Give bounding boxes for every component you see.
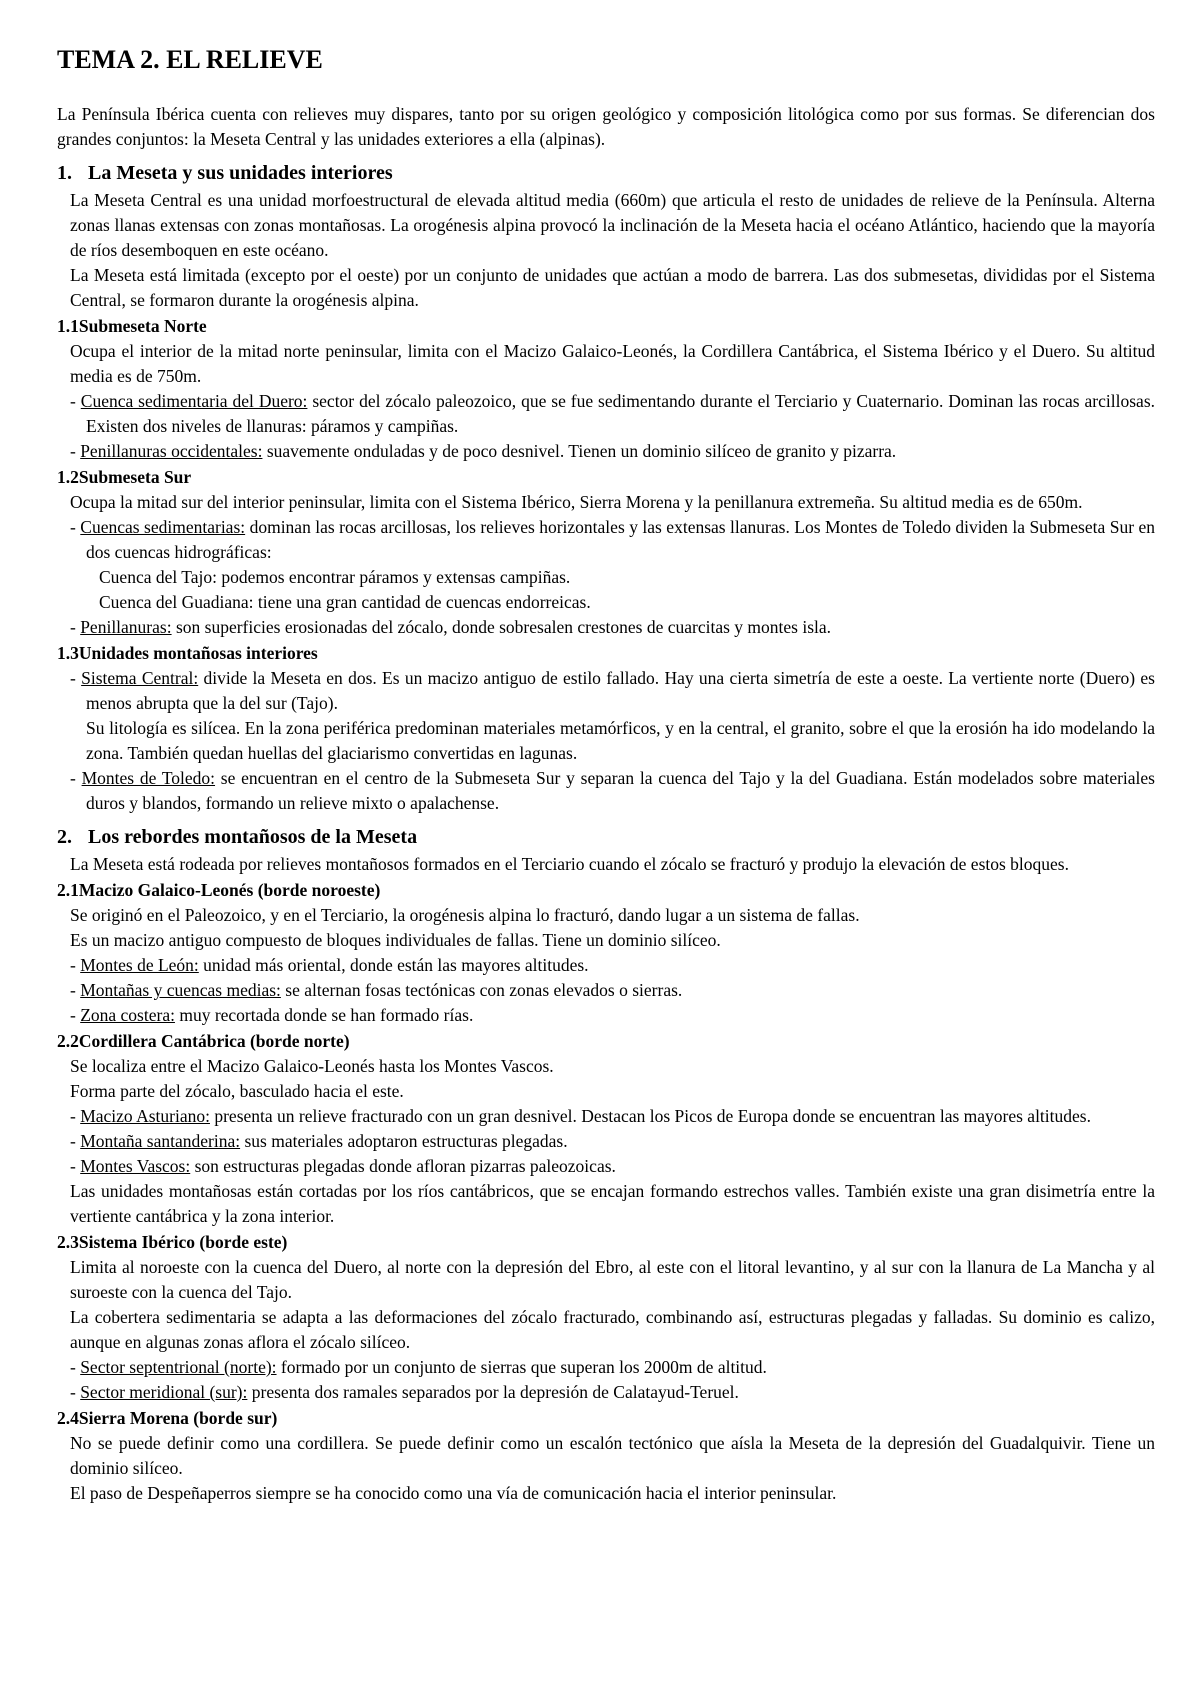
section-2-body [57, 852, 1155, 877]
bullet-label: Montaña santanderina: [80, 1131, 241, 1151]
subsection-heading: 1.3Unidades montañosas interiores [57, 643, 318, 663]
bullet-item: - Sector septentrional (norte): formado por un conjunto de sierras que superan los 2000m de altitud. [70, 1357, 767, 1377]
bullet-label: Penillanuras occidentales: [80, 441, 263, 461]
bullet-label: Sector septentrional (norte): [80, 1357, 277, 1377]
bullet-item: - Montañas y cuencas medias: se alternan fosas tectónicas con zonas elevados o sierras. [70, 980, 683, 1000]
section-number: 1. [57, 162, 72, 184]
bullet-label: Macizo Asturiano: [80, 1106, 210, 1126]
bullet-label: Montañas y cuencas medias: [80, 980, 281, 1000]
bullet-label: Penillanuras: [80, 617, 172, 637]
paragraph: El paso de Despeñaperros siempre se ha conocido como una vía de comunicación hacia el interior peninsular. [70, 1483, 837, 1503]
paragraph: La cobertera sedimentaria se adapta a las deformaciones del zócalo fracturado, combinando así, estructuras plegadas y falladas. Su dominio es calizo, aunque en algunas zonas aflora el zócalo silíceo. [70, 1307, 1155, 1352]
subsection-body [57, 1431, 1155, 1506]
subsection-body [57, 903, 1155, 953]
document-page [57, 40, 1155, 1506]
bullet-item: - Penillanuras occidentales: suavemente onduladas y de poco desnivel. Tienen un dominio silíceo de granito y pizarra. [70, 441, 897, 461]
paragraph: Ocupa la mitad sur del interior peninsular, limita con el Sistema Ibérico, Sierra Morena y la penillanura extremeña. Su altitud media es de 650m. [70, 492, 1083, 512]
bullet-text: presenta un relieve fracturado con un gran desnivel. Destacan los Picos de Europa donde se encuentran las mayores altitudes. [209, 1106, 1091, 1126]
bullet-text: sector del zócalo paleozoico, que se fue sedimentando durante el Terciario y Cuaternario. Dominan las rocas arcillosas. Existen dos niveles de llanuras: páramos y campiñas. [86, 391, 1155, 436]
bullet-label: Montes Vascos: [80, 1156, 191, 1176]
paragraph: La Meseta está limitada (excepto por el oeste) por un conjunto de unidades que actúan a modo de barrera. Las dos submesetas, divididas por el Sistema Central, se formaron durante la orogénesis alpina. [70, 265, 1155, 310]
subsection-body [57, 1255, 1155, 1355]
subsection-heading: 2.3Sistema Ibérico (borde este) [57, 1232, 288, 1252]
bullet-text: son superficies erosionadas del zócalo, donde sobresalen crestones de cuarcitas y montes isla. [171, 617, 832, 637]
section-2-heading [57, 824, 1155, 850]
subsection-heading: 2.4Sierra Morena (borde sur) [57, 1408, 278, 1428]
subsection-body [57, 490, 1155, 515]
bullet-text: suavemente onduladas y de poco desnivel. Tienen un dominio silíceo de granito y pizarra. [262, 441, 897, 461]
paragraph: Las unidades montañosas están cortadas por los ríos cantábricos, que se encajan formando estrechos valles. También existe una gran disimetría entre la vertiente cantábrica y la zona interior. [70, 1181, 1155, 1226]
paragraph: No se puede definir como una cordillera. Se puede definir como un escalón tectónico que aísla la Meseta de la depresión del Guadalquivir. Tiene un dominio silíceo. [70, 1433, 1155, 1478]
bullet-label: Sistema Central: [81, 668, 199, 688]
section-title: Los rebordes montañosos de la Meseta [88, 826, 418, 848]
subsection-heading: 1.1Submeseta Norte [57, 316, 207, 336]
bullet-label: Cuencas sedimentarias: [80, 517, 246, 537]
section-1-body [57, 188, 1155, 313]
bullet-item: - Montes de León: unidad más oriental, donde están las mayores altitudes. [70, 955, 589, 975]
bullet-item: - Macizo Asturiano: presenta un relieve fracturado con un gran desnivel. Destacan los Picos de Europa donde se encuentran las mayores altitudes. [70, 1106, 1091, 1126]
subsection-heading: 1.2Submeseta Sur [57, 467, 192, 487]
paragraph: Ocupa el interior de la mitad norte peninsular, limita con el Macizo Galaico-Leonés, la Cordillera Cantábrica, el Sistema Ibérico y el Duero. Su altitud media es de 750m. [70, 341, 1155, 386]
bullet-item: - Sector meridional (sur): presenta dos ramales separados por la depresión de Calatayud-Teruel. [70, 1382, 739, 1402]
bullet-label: Cuenca sedimentaria del Duero: [80, 391, 308, 411]
section-number: 2. [57, 826, 72, 848]
subsection-heading: 2.1Macizo Galaico-Leonés (borde noroeste) [57, 880, 381, 900]
bullet-text: unidad más oriental, donde están las mayores altitudes. [198, 955, 589, 975]
bullet-text: formado por un conjunto de sierras que superan los 2000m de altitud. [276, 1357, 767, 1377]
bullet-label: Sector meridional (sur): [80, 1382, 248, 1402]
bullet-label: Montes de Toledo: [81, 768, 216, 788]
intro-paragraph: La Península Ibérica cuenta con relieves muy dispares, tanto por su origen geológico y composición litológica como por sus formas. Se diferencian dos grandes conjuntos: la Meseta Central y las unidades exteriores a ella (alpinas). [57, 104, 1155, 149]
page-title: TEMA 2. EL RELIEVE [57, 45, 323, 74]
subsection-body [57, 339, 1155, 389]
paragraph: Limita al noroeste con la cuenca del Duero, al norte con la depresión del Ebro, al este con el litoral levantino, y al sur con la llanura de La Mancha y al suroeste con la cuenca del Tajo. [70, 1257, 1155, 1302]
bullet-item: - Montes de Toledo: se encuentran en el centro de la Submeseta Sur y separan la cuenca del Tajo y la del Guadiana. Están modelados sobre materiales duros y blandos, formando un relieve mixto o apalachense. [70, 768, 1155, 813]
bullet-text: se alternan fosas tectónicas con zonas elevados o sierras. [280, 980, 683, 1000]
bullet-continuation: Su litología es silícea. En la zona periférica predominan materiales metamórficos, y en la central, el granito, sobre el que la erosión ha ido modelando la zona. También quedan huellas del glaciarismo convertidas en lagunas. [86, 718, 1155, 763]
bullet-text: son estructuras plegadas donde afloran pizarras paleozoicas. [190, 1156, 616, 1176]
bullet-text: presenta dos ramales separados por la depresión de Calatayud-Teruel. [247, 1382, 739, 1402]
section-1-heading [57, 160, 1155, 186]
subsection-body [57, 1179, 1155, 1229]
subsection-body [57, 1054, 1155, 1104]
bullet-item: - Cuenca sedimentaria del Duero: sector del zócalo paleozoico, que se fue sedimentando durante el Terciario y Cuaternario. Dominan las rocas arcillosas. Existen dos niveles de llanuras: páramos y campiñas. [70, 391, 1155, 436]
bullet-text: divide la Meseta en dos. Es un macizo antiguo de estilo fallado. Hay una cierta simetría de este a oeste. La vertiente norte (Duero) es menos abrupta que la del sur (Tajo). [86, 668, 1155, 713]
paragraph: Se originó en el Paleozoico, y en el Terciario, la orogénesis alpina lo fracturó, dando lugar a un sistema de fallas. [70, 905, 860, 925]
paragraph: Es un macizo antiguo compuesto de bloques individuales de fallas. Tiene un dominio silíceo. [70, 930, 721, 950]
bullet-item: - Zona costera: muy recortada donde se han formado rías. [70, 1005, 474, 1025]
bullet-item: - Montaña santanderina: sus materiales adoptaron estructuras plegadas. [70, 1131, 568, 1151]
paragraph: Se localiza entre el Macizo Galaico-Leonés hasta los Montes Vascos. [70, 1056, 554, 1076]
section-title: La Meseta y sus unidades interiores [88, 162, 393, 184]
bullet-text: sus materiales adoptaron estructuras plegadas. [240, 1131, 568, 1151]
bullet-item: - Sistema Central: divide la Meseta en dos. Es un macizo antiguo de estilo fallado. Hay una cierta simetría de este a oeste. La vertiente norte (Duero) es menos abrupta que la del sur (Tajo). [70, 668, 1155, 713]
subsection-heading: 2.2Cordillera Cantábrica (borde norte) [57, 1031, 350, 1051]
paragraph: La Meseta Central es una unidad morfoestructural de elevada altitud media (660m) que articula el resto de unidades de relieve de la Península. Alterna zonas llanas extensas con zonas montañosas. La orogénesis alpina provocó la inclinación de la Meseta hacia el océano Atlántico, haciendo que la mayoría de ríos desemboquen en este océano. [70, 190, 1155, 260]
bullet-text: muy recortada donde se han formado rías. [174, 1005, 474, 1025]
bullet-item: - Cuencas sedimentarias: dominan las rocas arcillosas, los relieves horizontales y las extensas llanuras. Los Montes de Toledo dividen la Submeseta Sur en dos cuencas hidrográficas: [70, 517, 1155, 562]
paragraph: La Meseta está rodeada por relieves montañosos formados en el Terciario cuando el zócalo se fracturó y produjo la elevación de estos bloques. [70, 854, 1069, 874]
paragraph: Forma parte del zócalo, basculado hacia el este. [70, 1081, 404, 1101]
bullet-label: Montes de León: [80, 955, 199, 975]
sub-item: Cuenca del Guadiana: tiene una gran cantidad de cuencas endorreicas. [99, 592, 591, 612]
bullet-text: dominan las rocas arcillosas, los relieves horizontales y las extensas llanuras. Los Montes de Toledo dividen la Submeseta Sur en dos cuencas hidrográficas: [86, 517, 1155, 562]
bullet-item: - Penillanuras: son superficies erosionadas del zócalo, donde sobresalen crestones de cuarcitas y montes isla. [70, 617, 832, 637]
sub-item: Cuenca del Tajo: podemos encontrar páramos y extensas campiñas. [99, 567, 571, 587]
bullet-item: - Montes Vascos: son estructuras plegadas donde afloran pizarras paleozoicas. [70, 1156, 616, 1176]
bullet-text: se encuentran en el centro de la Submeseta Sur y separan la cuenca del Tajo y la del Guadiana. Están modelados sobre materiales duros y blandos, formando un relieve mixto o apalachense. [86, 768, 1155, 813]
bullet-label: Zona costera: [80, 1005, 175, 1025]
